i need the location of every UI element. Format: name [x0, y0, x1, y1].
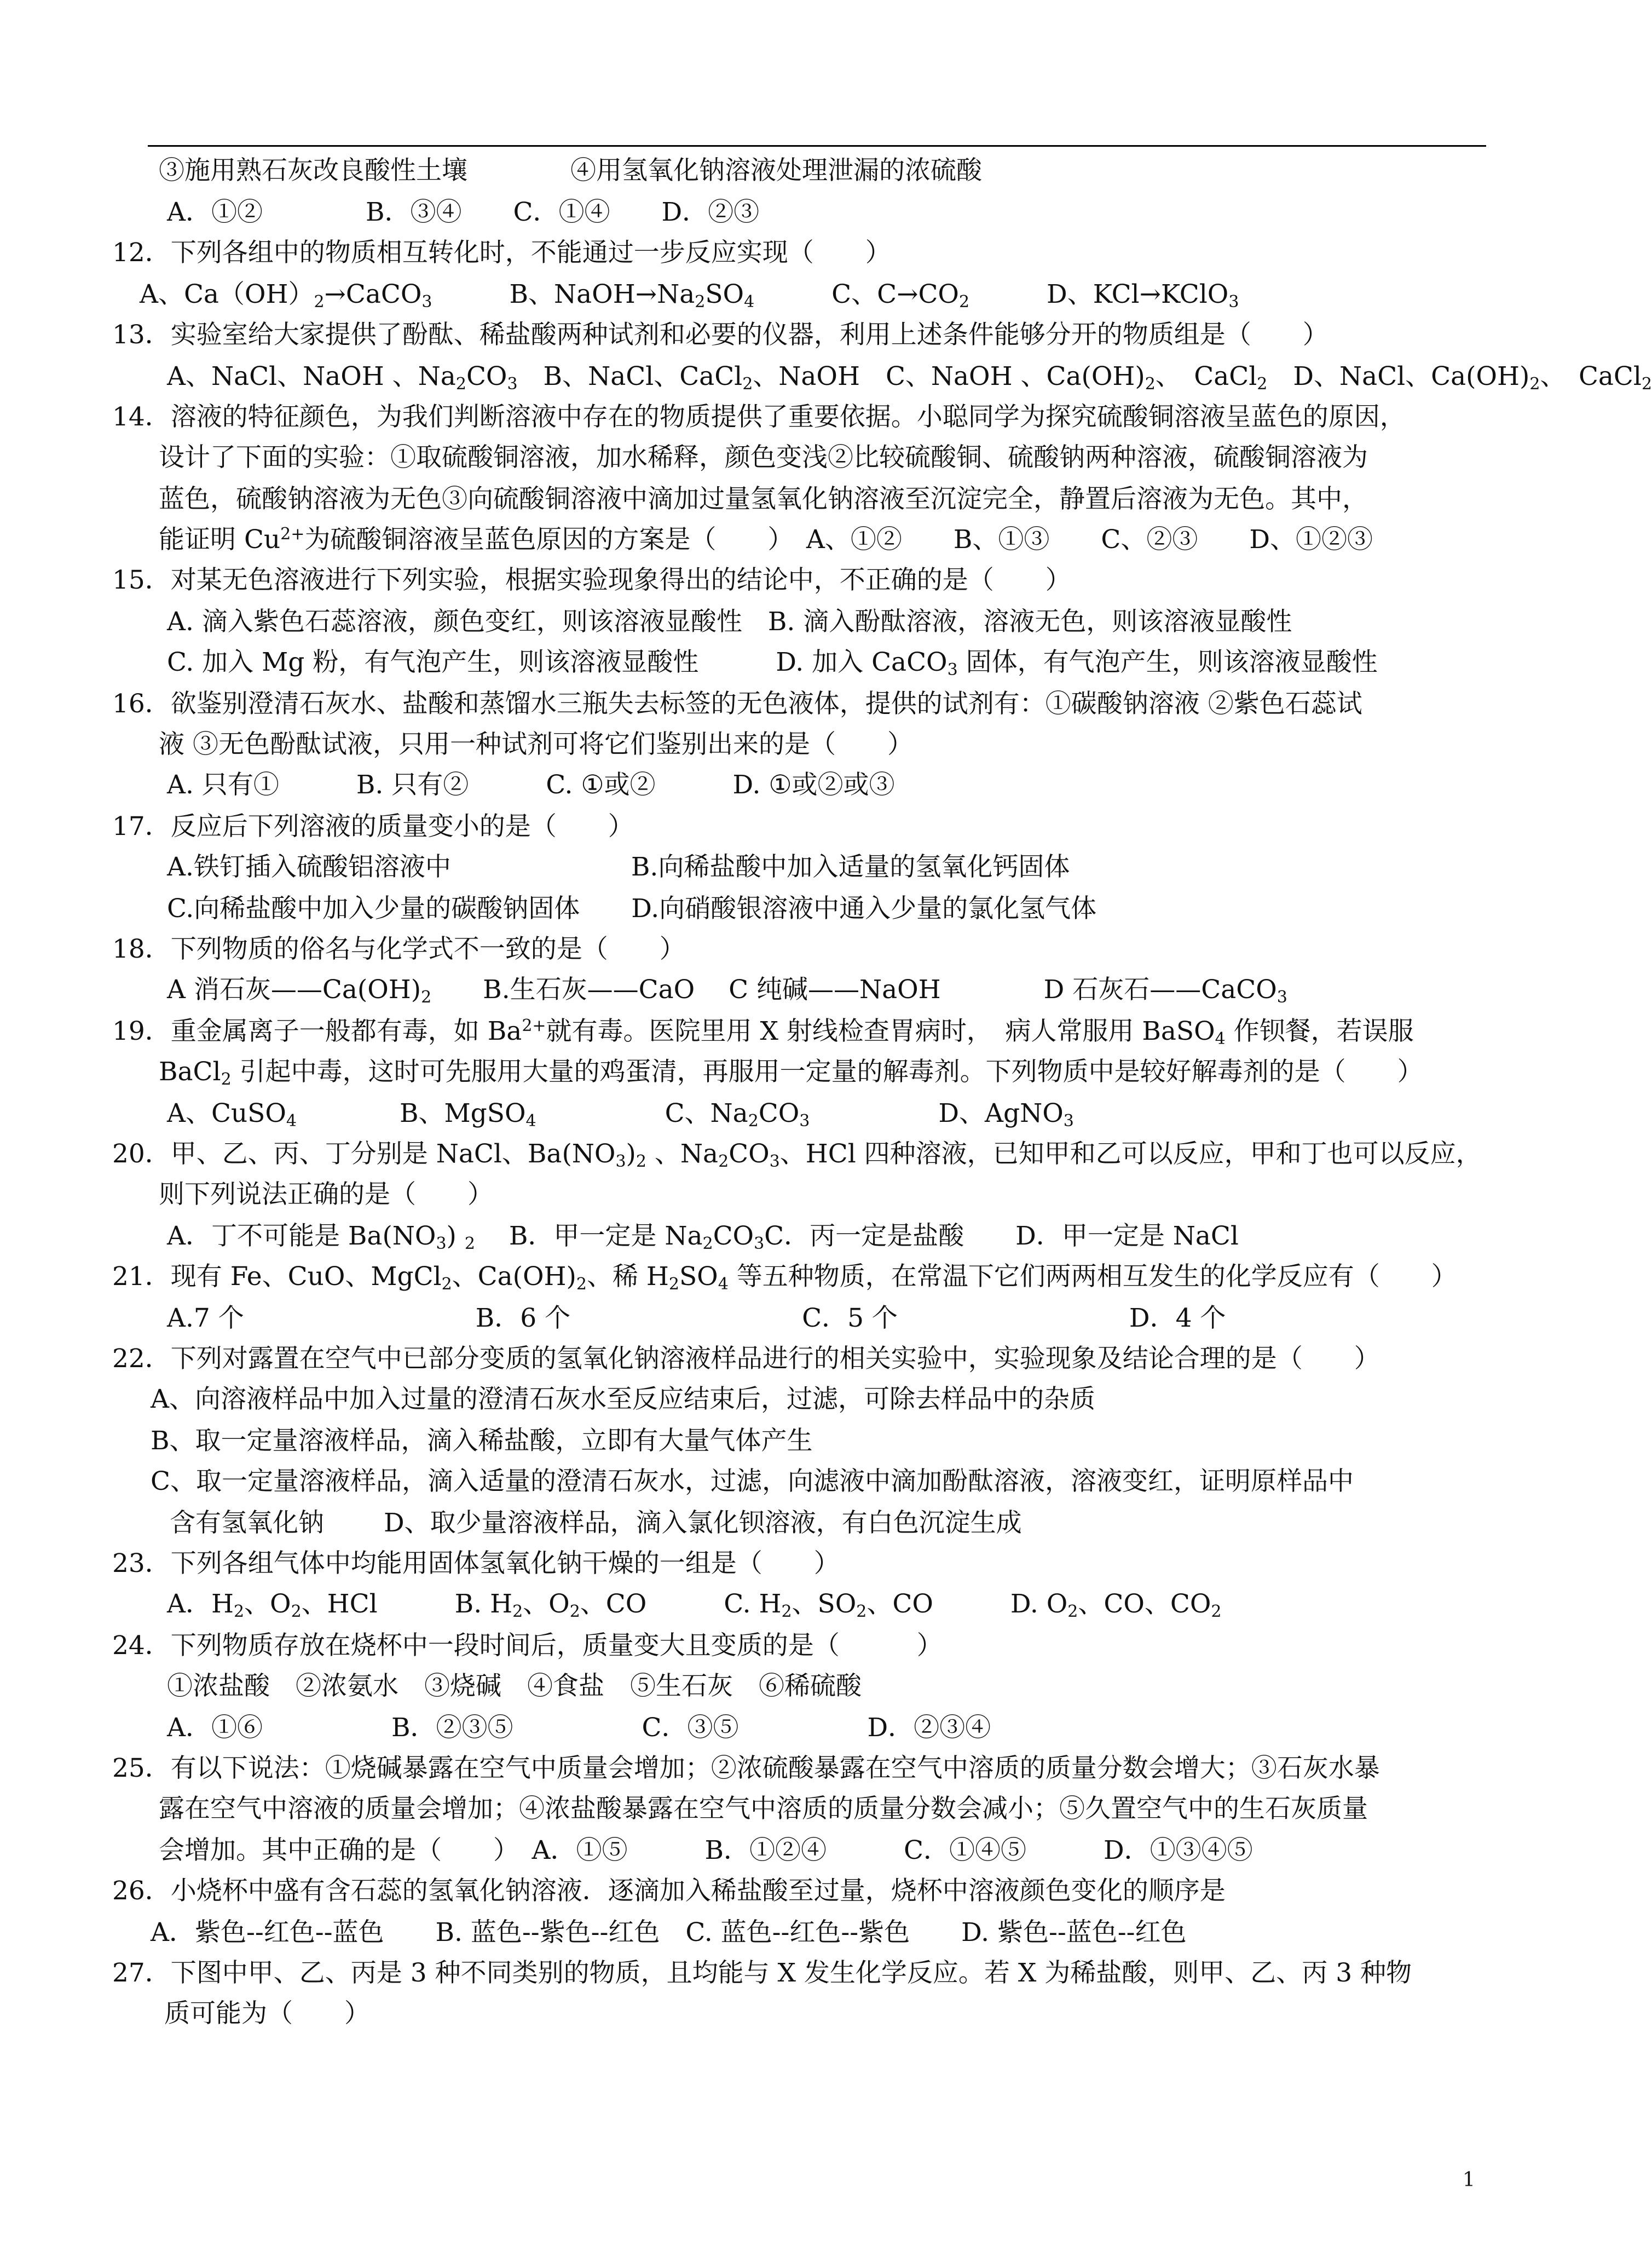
page-number: 1 — [1463, 2169, 1475, 2191]
text-line: 25．有以下说法：①烧碱暴露在空气中质量会增加；②浓硫酸暴露在空气中溶质的质量分数会增大；③石灰水暴 — [112, 1753, 1380, 1783]
text-line: A.铁钉插入硫酸铝溶液中 B.向稀盐酸中加入适量的氢氧化钙固体 — [167, 852, 1070, 882]
text-line: A 消石灰$——Ca(OH)_2$ B.生石灰——CaO C 纯碱——NaOH D 石灰石——CaCO$_3$ — [167, 975, 1287, 1007]
text-line: 设计了下面的实验：①取硫酸铜溶液，加水稀释，颜色变浅②比较硫酸铜、硫酸钠两种溶液，硫酸铜溶液为 — [159, 442, 1368, 473]
text-line: ①浓盐酸 ②浓氨水 ③烧碱 ④食盐 ⑤生石灰 ⑥稀硫酸 — [167, 1671, 862, 1701]
text-line: 17．反应后下列溶液的质量变小的是（ ） — [112, 811, 634, 842]
text-line: A．$H_2$、$O_2$、HCl B. $H_2$、$O_2$、CO C. $H_2$、$SO_2$、CO D. $O_2$、CO、$CO_2$ — [167, 1589, 1222, 1621]
text-line: 液 ③无色酚酞试液，只用一种试剂可将它们鉴别出来的是（ ） — [159, 729, 913, 759]
text-line: 质可能为（ ） — [164, 1998, 370, 2029]
text-line: 则下列说法正确的是（ ） — [159, 1179, 493, 1209]
text-line: 20．甲、乙、丙、丁分别是 NaCl、$Ba(NO_3)_2$ 、$Na_2CO_3$、HCl 四种溶液，已知甲和乙可以反应，甲和丁也可以反应， — [112, 1139, 1482, 1171]
text-line: C、取一定量溶液样品，滴入适量的澄清石灰水，过滤，向滤液中滴加酚酞溶液，溶液变红，证明原样品中 — [151, 1466, 1354, 1496]
text-line: 18．下列物质的俗名与化学式不一致的是（ ） — [112, 934, 685, 964]
text-line: 19．重金属离子一般都有毒，如 $Ba^{2+}$就有毒。医院里用 X 射线检查胃病时， 病人常服用 BaSO$_4$ 作钡餐，若误服 — [112, 1016, 1414, 1049]
text-line: A、NaCl、NaOH 、$Na_2CO_3$ B、NaCl、CaCl$_2$、NaOH C、NaOH 、$Ca(OH)_2$、 CaCl$_2$ D、NaCl、$Ca(OH)_2$、 CaCl$_2$ — [167, 361, 1652, 394]
text-line: A、CuSO$_4$ B、MgSO$_4$ C、$Na_2CO_3$ D、AgNO$_3$ — [167, 1098, 1074, 1131]
text-line: 24．下列物质存放在烧杯中一段时间后，质量变大且变质的是（ ） — [112, 1631, 943, 1661]
text-line: 13．实验室给大家提供了酚酞、稀盐酸两种试剂和必要的仪器，利用上述条件能够分开的物质组是（ ） — [112, 320, 1328, 350]
text-line: A．紫色--红色--蓝色 B. 蓝色--紫色--红色 C. 蓝色--红色--紫色 D. 紫色--蓝色--红色 — [151, 1917, 1187, 1948]
text-line: BaCl$_2$ 引起中毒，这时可先服用大量的鸡蛋清，再服用一定量的解毒剂。下列物质中是较好解毒剂的是（ ） — [159, 1057, 1423, 1089]
text-line: A．丁不可能是 $Ba(NO_3)$ $_2$ B．甲一定是 $Na_2CO_3C$．丙一定是盐酸 D．甲一定是 NaCl — [167, 1221, 1239, 1253]
text-line: 21．现有 Fe、CuO、MgCl$_2$、$Ca(OH)_2$、稀 $H_2SO_4$ 等五种物质，在常温下它们两两相互发生的化学反应有（ ） — [112, 1261, 1457, 1294]
text-line: A.7 个 B．6 个 C．5 个 D．4 个 — [167, 1303, 1226, 1333]
text-line: 15．对某无色溶液进行下列实验，根据实验现象得出的结论中，不正确的是（ ） — [112, 565, 1071, 595]
text-line: 14．溶液的特征颜色，为我们判断溶液中存在的物质提供了重要依据。小聪同学为探究硫酸铜溶液呈蓝色的原因， — [112, 402, 1406, 432]
text-line: C. 加入 Mg 粉，有气泡产生，则该溶液显酸性 D. 加入 CaCO$_3$ 固体，有气泡产生，则该溶液显酸性 — [167, 647, 1378, 679]
text-line: 能证明 $Cu^{2+}$为硫酸铜溶液呈蓝色原因的方案是（ ） A、①② B、①③ C、②③ D、①②③ — [159, 525, 1373, 555]
text-line: A、$Ca(OH)_2\to CaCO_3$ B、$NaOH\to Na_2SO_4$ C、$C\to CO_2$ D、KCl→KClO$_3$ — [140, 279, 1239, 312]
text-line: 27．下图中甲、乙、丙是 3 种不同类别的物质，且均能与 X 发生化学反应。若 X 为稀盐酸，则甲、乙、丙 3 种物 — [112, 1958, 1412, 1988]
text-line: A．①⑥ B．②③⑤ C．③⑤ D．②③④ — [167, 1713, 991, 1743]
text-line: B、取一定量溶液样品，滴入稀盐酸，立即有大量气体产生 — [151, 1426, 813, 1456]
text-line: C.向稀盐酸中加入少量的碳酸钠固体 D.向硝酸银溶液中通入少量的氯化氢气体 — [167, 894, 1097, 924]
text-line: 露在空气中溶液的质量会增加；④浓盐酸暴露在空气中溶质的质量分数会减小；⑤久置空气中的生石灰质量 — [159, 1794, 1368, 1824]
text-line: 22．下列对露置在空气中已部分变质的氢氧化钠溶液样品进行的相关实验中，实验现象及结论合理的是（ ） — [112, 1344, 1380, 1374]
text-line: 蓝色，硫酸钠溶液为无色③向硫酸铜溶液中滴加过量氢氧化钠溶液至沉淀完全，静置后溶液为无色。其中， — [159, 484, 1368, 514]
text-line: ③施用熟石灰改良酸性土壤 ④用氢氧化钠溶液处理泄漏的浓硫酸 — [159, 155, 982, 186]
text-line: 12．下列各组中的物质相互转化时，不能通过一步反应实现（ ） — [112, 238, 891, 268]
text-line: 26．小烧杯中盛有含石蕊的氢氧化钠溶液．逐滴加入稀盐酸至过量，烧杯中溶液颜色变化的顺序是 — [112, 1876, 1226, 1906]
text-line: A. 只有① B. 只有② C. ①或② D. ①或②或③ — [167, 770, 895, 800]
text-line: 23．下列各组气体中均能用固体氢氧化钠干燥的一组是（ ） — [112, 1548, 840, 1579]
text-line: A. 滴入紫色石蕊溶液，颜色变红，则该溶液显酸性 B. 滴入酚酞溶液，溶液无色，则该溶液显酸性 — [167, 607, 1292, 637]
text-line: A．①② B．③④ C．①④ D．②③ — [167, 197, 760, 227]
text-line: 含有氢氧化钠 D、取少量溶液样品，滴入氯化钡溶液，有白色沉淀生成 — [170, 1508, 1022, 1538]
text-line: A、向溶液样品中加入过量的澄清石灰水至反应结束后，过滤，可除去样品中的杂质 — [151, 1384, 1095, 1414]
text-line: 会增加。其中正确的是（ ） A．①⑤ B．①②④ C．①④⑤ D．①③④⑤ — [159, 1835, 1253, 1865]
text-line: 16．欲鉴别澄清石灰水、盐酸和蒸馏水三瓶失去标签的无色液体，提供的试剂有：①碳酸钠溶液 ②紫色石蕊试 — [112, 689, 1362, 719]
